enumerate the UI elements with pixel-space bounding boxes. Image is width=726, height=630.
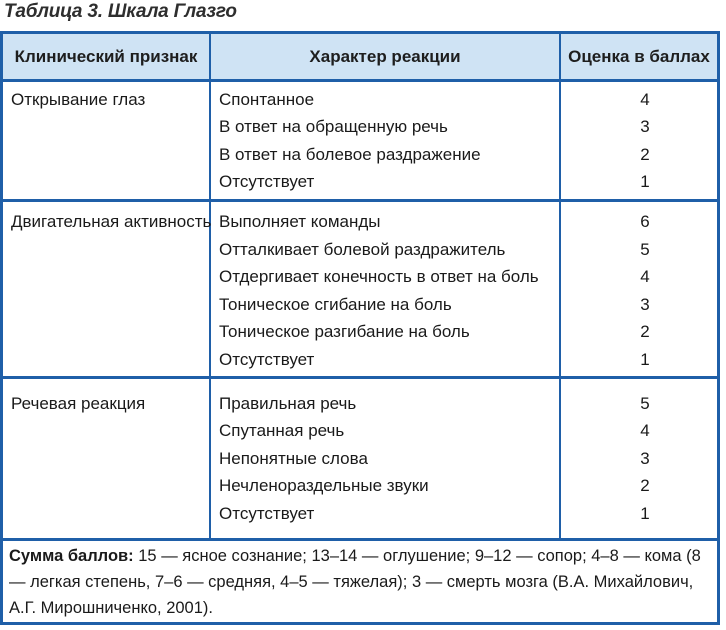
header-clinical-sign: Клинический признак xyxy=(14,46,198,66)
score-value: 1 xyxy=(640,504,650,523)
score-value: 2 xyxy=(640,322,650,341)
row-divider xyxy=(3,199,717,202)
score-value: 2 xyxy=(640,145,650,164)
score-value: 3 xyxy=(640,117,650,136)
score-value: 2 xyxy=(640,476,650,495)
response-text: В ответ на обращенную речь xyxy=(219,117,448,136)
table-header-row xyxy=(3,34,717,82)
score-value: 1 xyxy=(640,350,650,369)
response-text: Спутанная речь xyxy=(219,421,345,440)
response-text: Отсутствует xyxy=(219,350,315,369)
footnote-label: Сумма баллов: xyxy=(9,547,134,565)
response-text: Отталкивает болевой раздражитель xyxy=(219,240,506,259)
table-footnote xyxy=(9,543,714,621)
score-value: 5 xyxy=(640,240,650,259)
column-divider xyxy=(209,34,211,540)
score-value: 4 xyxy=(640,267,650,286)
clinical-sign: Речевая реакция xyxy=(11,394,146,413)
response-text: В ответ на болевое раздражение xyxy=(219,145,481,164)
response-text: Тоническое сгибание на боль xyxy=(219,295,452,314)
response-text: Отсутствует xyxy=(219,172,315,191)
response-text: Тоническое разгибание на боль xyxy=(219,322,470,341)
score-value: 6 xyxy=(640,212,650,231)
score-value: 4 xyxy=(640,90,650,109)
response-text: Нечленораздельные звуки xyxy=(219,476,429,495)
score-value: 4 xyxy=(640,421,650,440)
column-divider xyxy=(559,34,561,540)
response-text: Выполняет команды xyxy=(219,212,381,231)
response-text: Спонтанное xyxy=(219,90,315,109)
response-text: Отдергивает конечность в ответ на боль xyxy=(219,267,539,286)
header-reaction-type: Характер реакции xyxy=(309,46,461,66)
row-divider xyxy=(3,376,717,379)
table-caption: Таблица 3. Шкала Глазго xyxy=(4,1,237,22)
footnote-text: 15 — ясное сознание; 13–14 — оглушение; 9–12 — сопор; 4–8 — кома (8 — легкая степень, 7–6 — средняя, 4–5 — тяжелая); 3 — смерть мозга (В.А. Михайлович, А.Г. Мирошниченко, 2001). xyxy=(9,547,701,617)
response-text: Непонятные слова xyxy=(219,449,368,468)
score-value: 5 xyxy=(640,394,650,413)
header-score: Оценка в баллах xyxy=(568,46,710,66)
clinical-sign: Двигательная активность xyxy=(11,212,212,231)
glasgow-scale-table xyxy=(0,31,720,625)
response-text: Правильная речь xyxy=(219,394,357,413)
response-text: Отсутствует xyxy=(219,504,315,523)
clinical-sign: Открывание глаз xyxy=(11,90,146,109)
score-value: 3 xyxy=(640,449,650,468)
score-value: 3 xyxy=(640,295,650,314)
score-value: 1 xyxy=(640,172,650,191)
row-divider xyxy=(3,538,717,541)
